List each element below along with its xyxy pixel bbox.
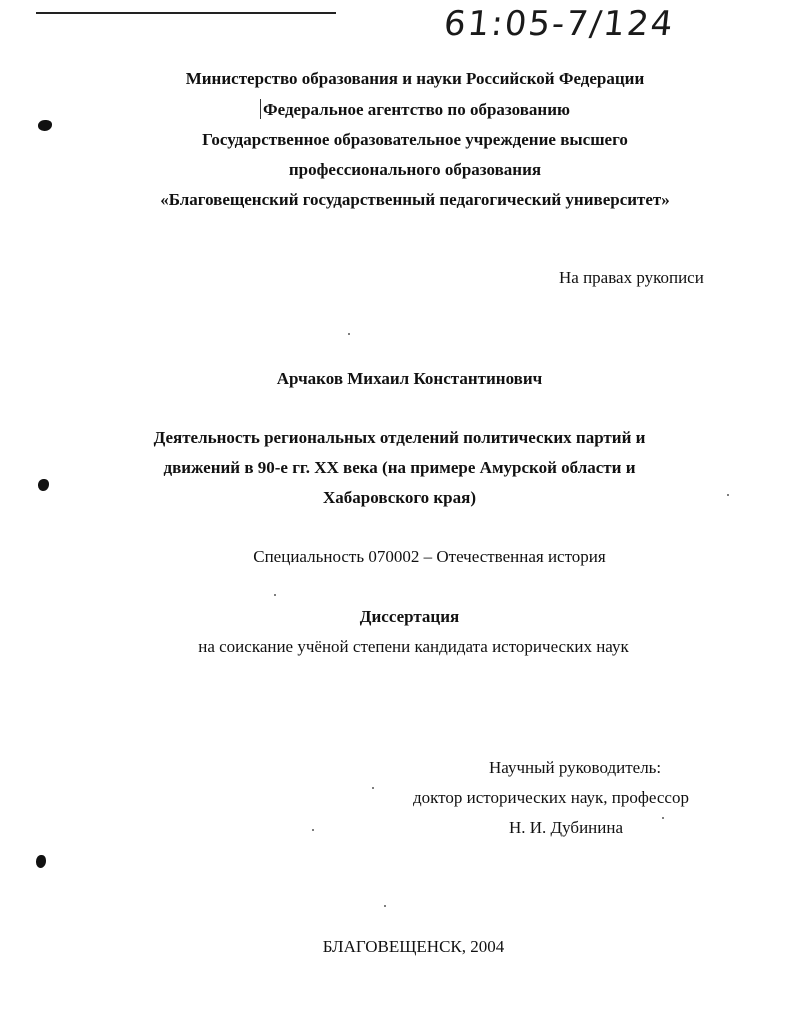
advisor-name: Н. И. Дубинина [509,818,624,837]
scan-speck [662,817,664,819]
advisor-rank: доктор исторических наук, профессор [413,788,689,807]
dissertation-title-line1: Деятельность региональных отделений политических партий и [153,428,646,447]
degree-sought: на соискание учёной степени кандидата исторических наук [198,637,629,656]
work-type: Диссертация [359,607,460,626]
advisor-label: Научный руководитель: [489,758,662,777]
dissertation-title-line2: движений в 90-е гг. XX века (на примере Амурской области и [163,458,636,477]
institution-type: Государственное образовательное учреждение высшего [202,130,628,149]
scan-speck [312,829,314,831]
scan-speck [274,594,276,596]
specialty: Специальность 070002 – Отечественная история [253,547,606,566]
scan-edge-line [36,12,336,14]
agency-name-row [30,99,799,121]
archive-code-handwritten: 61:05-7/124 [441,4,677,44]
scan-speck [372,787,374,789]
dissertation-title-line3: Хабаровского края) [323,488,476,507]
manuscript-note: На правах рукописи [559,268,704,287]
punch-hole-mark [36,855,46,868]
ministry-name: Министерство образования и науки Российской Федерации [185,69,645,88]
institution-type-cont: профессионального образования [288,160,542,179]
scan-speck [384,905,386,907]
author-name: Арчаков Михаил Константинович [276,369,543,388]
agency-name: Федеральное агентство по образованию [263,100,570,119]
cursor-mark [260,99,261,119]
scan-speck [348,333,350,335]
city-year: БЛАГОВЕЩЕНСК, 2004 [322,937,505,956]
university-name: «Благовещенский государственный педагогический университет» [160,190,670,209]
